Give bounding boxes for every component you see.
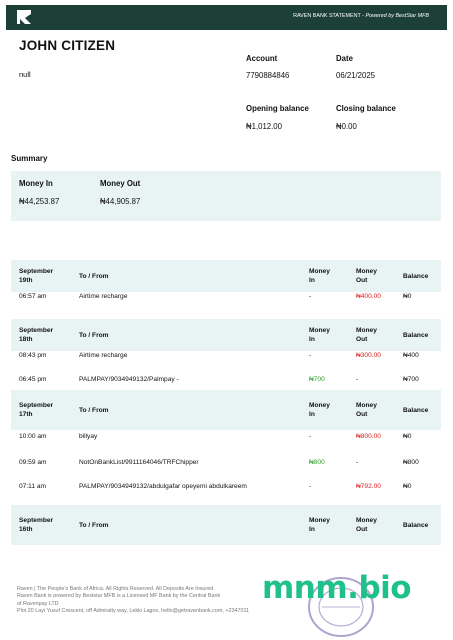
transaction-party: PALMPAY/9034949132/abdulgafar opeyemi abdulkareem	[79, 483, 247, 490]
column-money-in-text: Money	[309, 327, 330, 334]
column-money-out-text: Money	[356, 268, 377, 275]
column-money-in-text: Money	[309, 402, 330, 409]
group-date-text: 18th	[19, 336, 33, 343]
account-label: Account	[246, 54, 278, 63]
transaction-money-out: ₦792.00	[356, 483, 381, 490]
watermark: mnm.bio	[262, 570, 412, 606]
transaction-time: 09:59 am	[19, 459, 47, 466]
column-money-in	[309, 401, 330, 419]
column-money-in	[309, 267, 330, 285]
transaction-time: 06:57 am	[19, 293, 47, 300]
column-money-out-text: Out	[356, 277, 368, 284]
column-balance	[403, 521, 428, 530]
account-holder-name: JOHN CITIZEN	[19, 38, 116, 53]
closing-balance-value: ₦0.00	[336, 122, 357, 131]
transaction-row	[11, 425, 441, 447]
opening-balance-label: Opening balance	[246, 104, 309, 113]
column-money-out-text: Money	[356, 402, 377, 409]
transaction-party: Airtime recharge	[79, 352, 128, 359]
group-date-text: 16th	[19, 526, 33, 533]
transaction-money-in: -	[309, 433, 312, 440]
date-group-header	[11, 390, 441, 430]
column-money-in-text: In	[309, 336, 315, 343]
transaction-time: 07:11 am	[19, 483, 47, 490]
column-money-in-text: In	[309, 277, 315, 284]
column-money-in-text: Money	[309, 517, 330, 524]
transaction-balance: ₦800	[403, 459, 419, 466]
column-money-out	[356, 516, 377, 534]
group-date-text: 19th	[19, 277, 33, 284]
transaction-time: 10:00 am	[19, 433, 47, 440]
transaction-money-in: -	[309, 293, 312, 300]
column-balance	[403, 406, 428, 415]
group-date	[19, 267, 53, 285]
transaction-row	[11, 285, 441, 307]
column-money-in	[309, 326, 330, 344]
column-money-in-text: In	[309, 411, 315, 418]
transaction-row	[11, 451, 441, 473]
money-in-total: ₦44,253.87	[19, 197, 60, 206]
transaction-party: PALMPAY/9034949132/Palmpay -	[79, 376, 179, 383]
column-balance	[403, 272, 428, 281]
column-to-from-text: To / From	[79, 522, 109, 529]
raven-logo-icon	[16, 9, 32, 25]
money-out-total: ₦44,905.87	[100, 197, 141, 206]
footer-line: Plot 20 Layi Yusuf Crescent, off Admiralty way, Lekki Lagos, hello@getravenbank.com, +2347011	[17, 607, 250, 614]
money-in-label: Money In	[19, 179, 53, 188]
column-to-from-text: To / From	[79, 332, 109, 339]
date-label: Date	[336, 54, 353, 63]
summary-panel	[11, 171, 441, 221]
column-to-from	[79, 406, 109, 415]
column-money-out-text: Money	[356, 517, 377, 524]
closing-balance-label: Closing balance	[336, 104, 396, 113]
column-money-in-text: In	[309, 526, 315, 533]
column-money-out	[356, 326, 377, 344]
column-money-out	[356, 401, 377, 419]
transaction-row	[11, 344, 441, 366]
column-balance-text: Balance	[403, 332, 429, 339]
column-money-out-text: Money	[356, 327, 377, 334]
transaction-party: NotOnBankList/9911164046/TRFChipper	[79, 459, 199, 466]
transaction-money-in: -	[309, 483, 312, 490]
transaction-money-out: -	[356, 376, 359, 383]
account-number: 7790884846	[246, 71, 290, 80]
transaction-money-in: -	[309, 352, 312, 359]
transaction-row	[11, 475, 441, 497]
column-to-from	[79, 521, 109, 530]
group-date-text: September	[19, 327, 54, 334]
group-date	[19, 326, 53, 344]
column-balance-text: Balance	[403, 407, 429, 414]
column-to-from	[79, 272, 109, 281]
column-balance	[403, 331, 428, 340]
column-money-out	[356, 267, 377, 285]
column-to-from-text: To / From	[79, 407, 109, 414]
transaction-balance: ₦0	[403, 293, 412, 300]
transaction-balance: ₦0	[403, 483, 412, 490]
column-to-from	[79, 331, 109, 340]
group-date-text: September	[19, 517, 54, 524]
summary-title: Summary	[11, 154, 48, 163]
transaction-balance: ₦700	[403, 376, 419, 383]
transaction-party: Airtime recharge	[79, 293, 128, 300]
transaction-money-in: ₦800	[309, 459, 325, 466]
column-money-out-text: Out	[356, 336, 368, 343]
column-balance-text: Balance	[403, 273, 429, 280]
transaction-time: 06:45 pm	[19, 376, 47, 383]
column-money-in	[309, 516, 330, 534]
transaction-time: 08:43 pm	[19, 352, 47, 359]
group-date-text: 17th	[19, 411, 33, 418]
money-out-label: Money Out	[100, 179, 141, 188]
statement-title: RAVEN BANK STATEMENT - Powered by BestStar MFB	[293, 13, 429, 19]
transaction-money-out: -	[356, 459, 359, 466]
column-money-in-text: Money	[309, 268, 330, 275]
column-balance-text: Balance	[403, 522, 429, 529]
date-group-header	[11, 505, 441, 545]
footer-line: Raven | The People's Bank of Africa. All Rights Reserved. All Deposits Are Insured	[17, 586, 214, 592]
group-date	[19, 401, 53, 419]
column-money-out-text: Out	[356, 526, 368, 533]
column-to-from-text: To / From	[79, 273, 109, 280]
group-date	[19, 516, 53, 534]
transaction-money-out: ₦400.00	[356, 293, 381, 300]
transaction-money-out: ₦800.00	[356, 433, 381, 440]
statement-date: 06/21/2025	[336, 71, 376, 80]
transaction-money-out: ₦300.00	[356, 352, 381, 359]
transaction-row	[11, 368, 441, 390]
opening-balance-value: ₦1,012.00	[246, 122, 282, 131]
transaction-balance: ₦400	[403, 352, 419, 359]
transaction-money-in: ₦700	[309, 376, 325, 383]
footer-line: of Ravenpay LTD	[17, 600, 59, 607]
account-holder-address: null	[19, 70, 31, 79]
transaction-party: billyay	[79, 433, 98, 440]
transaction-balance: ₦0	[403, 433, 412, 440]
statement-header-bar	[6, 5, 447, 30]
group-date-text: September	[19, 402, 54, 409]
footer-line: Raven Bank is powered by Beststar MFB is a Licensed MF Bank by the Central Bank	[17, 593, 221, 600]
column-money-out-text: Out	[356, 411, 368, 418]
group-date-text: September	[19, 268, 54, 275]
